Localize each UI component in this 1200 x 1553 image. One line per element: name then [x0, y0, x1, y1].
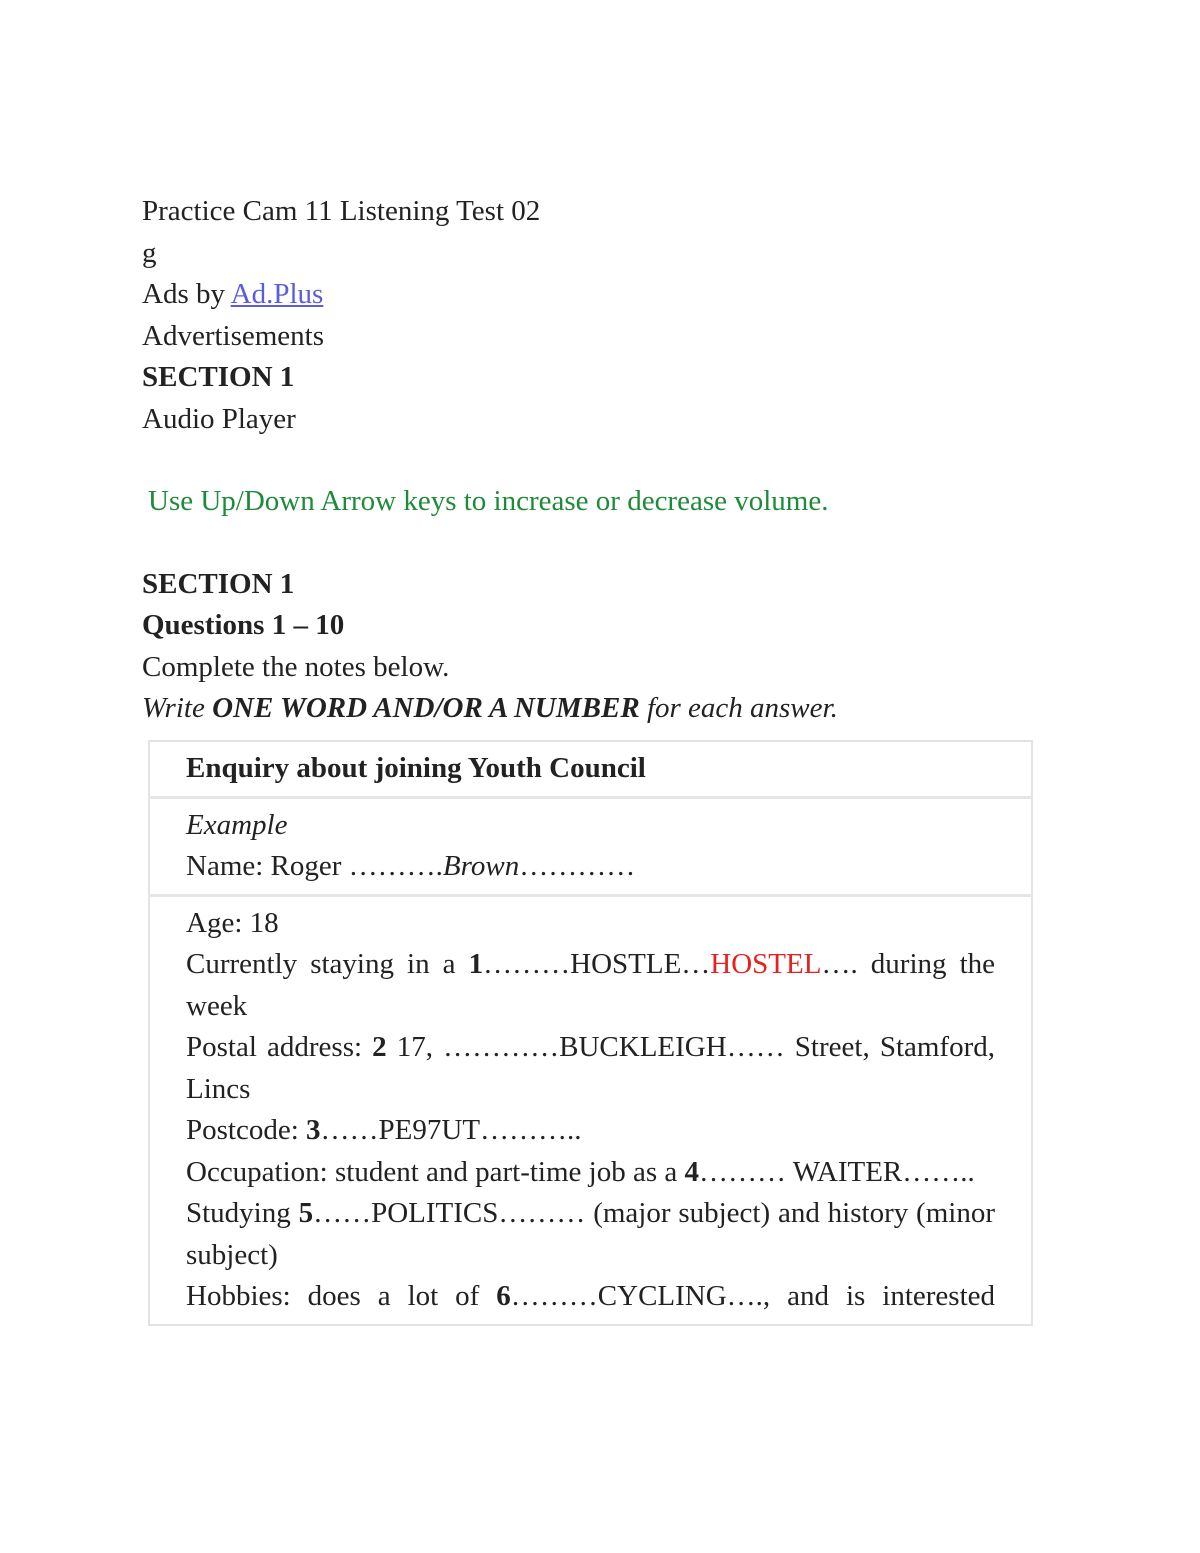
q3-answer: ……PE97UT………..: [320, 1114, 582, 1146]
q5-answer: ……POLITICS……… (major subject) and history (minor subject): [186, 1197, 995, 1271]
example-answer: Brown: [442, 850, 520, 882]
q5-number: 5: [298, 1197, 314, 1229]
table-notes-row: [149, 895, 1032, 1325]
table-heading-row: [149, 741, 1032, 797]
instruction-write: [142, 688, 1042, 730]
advertisements-label: Advertisements: [142, 319, 325, 352]
note-age: Age: 18: [186, 906, 279, 939]
instruction-write-suffix: for each answer.: [639, 692, 838, 724]
note-q1: [186, 944, 995, 1027]
q1-answer: ………HOSTLE…: [483, 948, 711, 980]
q4-prefix: Occupation: student and part-time job as a: [186, 1155, 685, 1188]
stray-character: g: [142, 236, 157, 269]
q6-prefix: Hobbies: does a lot of: [186, 1280, 497, 1312]
q1-suffix: …. during the week: [186, 948, 995, 1022]
q4-number: 4: [684, 1155, 699, 1188]
note-q3: [186, 1110, 995, 1152]
table-example-row: [149, 797, 1032, 895]
q4-answer: ……… WAITER……..: [699, 1155, 975, 1188]
ads-prefix: Ads by: [142, 278, 231, 310]
q6-answer: ………CYCLING…., and is interested: [510, 1280, 995, 1312]
example-label: Example: [186, 808, 288, 841]
document-body: [142, 191, 1042, 730]
note-q6: [186, 1276, 995, 1318]
notes-table: [148, 740, 1033, 1326]
q2-number: 2: [372, 1031, 387, 1063]
q5-prefix: Studying: [186, 1197, 299, 1229]
section-heading: SECTION 1: [142, 361, 295, 393]
example-name: [186, 846, 995, 888]
note-q4: [186, 1152, 995, 1194]
instruction-write-prefix: Write: [142, 692, 213, 724]
instruction-write-emphasis: ONE WORD AND/OR A NUMBER: [212, 692, 640, 724]
q2-answer: 17, …………BUCKLEIGH…… Street, Stamford, Lincs: [186, 1031, 995, 1105]
q6-number: 6: [496, 1280, 511, 1312]
q3-prefix: Postcode:: [186, 1114, 307, 1146]
page-title: Practice Cam 11 Listening Test 02: [142, 195, 541, 227]
note-q2: [186, 1027, 995, 1110]
ad-plus-link[interactable]: Ad.Plus: [230, 278, 324, 310]
q2-prefix: Postal address:: [186, 1031, 373, 1063]
q1-correction: HOSTEL: [710, 948, 822, 980]
note-q5: [186, 1193, 995, 1276]
q1-number: 1: [468, 948, 484, 980]
audio-player-label: Audio Player: [142, 402, 296, 435]
volume-hint: Use Up/Down Arrow keys to increase or decrease volume.: [148, 485, 829, 517]
instruction-complete: Complete the notes below.: [142, 650, 450, 683]
q3-number: 3: [306, 1114, 321, 1146]
q1-prefix: Currently staying in a: [186, 948, 469, 980]
ads-attribution: [142, 274, 1042, 316]
section-heading-2: SECTION 1: [142, 567, 295, 600]
example-suffix: …………: [519, 850, 636, 882]
example-cell: [149, 797, 1032, 895]
table-heading: Enquiry about joining Youth Council: [186, 752, 646, 784]
example-prefix: Name: Roger ……….: [186, 850, 443, 882]
notes-cell: [149, 895, 1032, 1325]
questions-range: Questions 1 – 10: [142, 609, 345, 641]
